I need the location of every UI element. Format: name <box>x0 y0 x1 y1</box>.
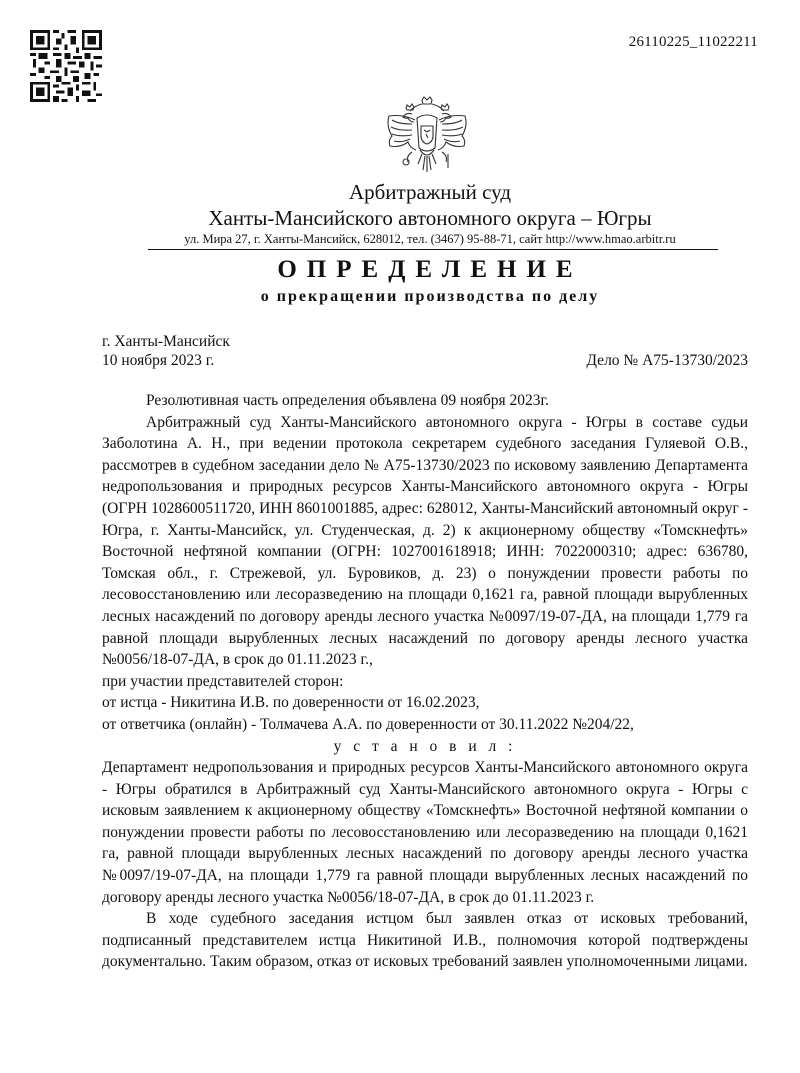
paragraph-representatives-intro: при участии представителей сторон: <box>102 672 344 690</box>
court-name: Арбитражный суд <box>348 180 512 204</box>
double-headed-eagle-emblem-icon <box>382 96 472 180</box>
court-region: Ханты-Мансийского автономного округа – Югры <box>208 206 652 230</box>
paragraph-defendant-rep: от ответчика (онлайн) - Толмачева А.А. по доверенности от 30.11.2022 №204/22, <box>102 715 634 733</box>
document-place: г. Ханты-Мансийск <box>102 333 230 350</box>
paragraph-resolution-date: Резолютивная часть определения объявлена 09 ноября 2023г. <box>146 392 550 409</box>
paragraph-plaintiff-rep: от истца - Никитина И.В. по доверенности от 16.02.2023, <box>102 694 480 712</box>
paragraph-case-description: Арбитражный суд Ханты-Мансийского автономного округа - Югры в составе судьи Заболотина А. Н., при ведении протокола секретарем судебного заседания Гуляевой О.В., рассмотрев в судебном заседании дело № А75-13730/2023 по исковому заявлению Департамента недропользования и природных ресурсов Ханты-Мансийского автономного округа - Югры (ОГРН 1028600511720, ИНН 8601001885, адрес: 628012, Ханты-Мансийский автономный округ - Югра, г. Ханты-Мансийск, ул. Студенческая, д. 2) к акционерному обществу «Томскнефть» Восточной нефтяной компании (ОГРН: 1027001618918; ИНН: 7022000310; адрес: 636780, Томская обл., г. Стрежевой, ул. Буровиков, д. 23) о понуждении провести работы по лесовосстановлению или лесоразведению на площади 0,1621 га, равной площади вырубленных лесных насаждений по договору аренды лесного участка №0097/19-07-ДА, на площади 1,779 га равной площади вырубленных лесных насаждений по договору аренды лесного участка №0056/18-07-ДА, в срок до 01.11.2023 г., <box>102 413 748 669</box>
court-address: ул. Мира 27, г. Ханты-Мансийск, 628012, тел. (3467) 95-88-71, сайт http://www.hmao.arbitr.ru <box>184 232 676 246</box>
section-heading-established: у с т а н о в и л : <box>333 737 517 755</box>
case-number: Дело № А75-13730/2023 <box>586 352 748 369</box>
document-body <box>102 390 748 973</box>
document-barcode-number: 26110225_11022211 <box>628 34 758 50</box>
document-subtitle: о прекращении производства по делу <box>260 288 600 305</box>
paragraph-waiver: В ходе судебного заседания истцом был заявлен отказ от исковых требований, подписанный представителем истца Никитиной И.В., полномочия которой подтверждены документально. Таким образом, отказ от исковых требований заявлен уполномоченными лицами. <box>102 910 748 971</box>
header-divider <box>148 249 718 250</box>
document-date: 10 ноября 2023 г. <box>102 352 215 369</box>
paragraph-claim: Департамент недропользования и природных ресурсов Ханты-Мансийского автономного округа - Югры обратился в Арбитражный суд Ханты-Мансийского автономного округа - Югры с исковым заявлением к акционерному обществу «Томскнефть» Восточной нефтяной компании о понуждении провести работы по лесовосстановлению или лесоразведению на площади 0,1621 га, равной площади вырубленных лесных насаждений по договору аренды лесного участка №0097/19-07-ДА, на площади 1,779 га равной площади вырубленных лесных насаждений по договору аренды лесного участка №0056/18-07-ДА, в срок до 01.11.2023 г. <box>102 759 748 906</box>
document-title: ОПРЕДЕЛЕНИЕ <box>277 256 583 283</box>
qr-code-icon <box>30 30 102 102</box>
